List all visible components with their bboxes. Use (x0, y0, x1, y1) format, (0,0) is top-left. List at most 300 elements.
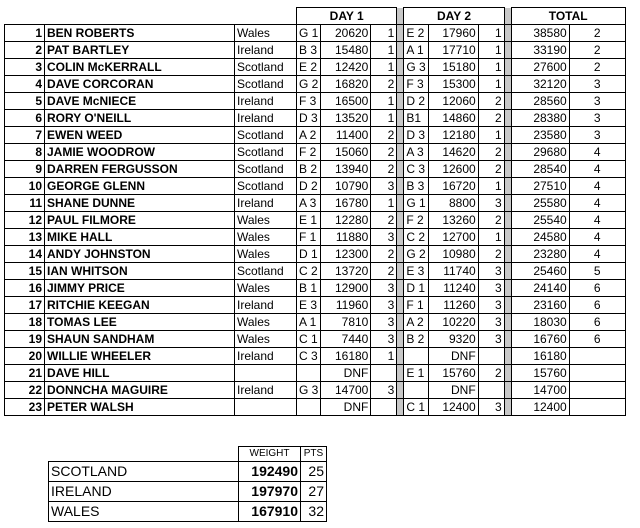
column-separator (504, 25, 511, 42)
day2-pos-cell: C 3 (404, 161, 428, 178)
name-cell: DAVE CORCORAN (45, 76, 235, 93)
rank-cell: 19 (5, 331, 45, 348)
table-row (5, 93, 626, 110)
day1-pts-cell: 1 (371, 348, 397, 365)
day1-pts-cell: 2 (371, 212, 397, 229)
day1-pts-cell: 3 (371, 178, 397, 195)
column-separator (504, 348, 511, 365)
total-weight-cell: 27600 (511, 59, 569, 76)
day2-weight-cell: 8800 (428, 195, 478, 212)
team-row (49, 462, 327, 482)
day2-pos-cell (404, 348, 428, 365)
table-row (5, 229, 626, 246)
country-cell: Scotland (235, 263, 297, 280)
column-separator (504, 246, 511, 263)
column-separator (504, 195, 511, 212)
day2-weight-cell: 15760 (428, 365, 478, 382)
rank-cell: 14 (5, 246, 45, 263)
rank-cell: 1 (5, 25, 45, 42)
day1-weight-cell: DNF (321, 365, 371, 382)
name-cell: SHAUN SANDHAM (45, 331, 235, 348)
total-pts-cell: 3 (569, 76, 625, 93)
pts-header: PTS (301, 447, 327, 462)
total-pts-cell: 6 (569, 331, 625, 348)
total-weight-cell: 23160 (511, 297, 569, 314)
day1-weight-cell: 11960 (321, 297, 371, 314)
rank-cell: 13 (5, 229, 45, 246)
day2-pts-cell: 2 (478, 246, 504, 263)
table-row (5, 331, 626, 348)
column-separator (397, 76, 404, 93)
day2-pts-cell: 3 (478, 263, 504, 280)
day2-pos-cell: F 1 (404, 297, 428, 314)
table-row (5, 42, 626, 59)
country-cell: Scotland (235, 59, 297, 76)
day1-weight-cell: 16780 (321, 195, 371, 212)
day1-pts-cell: 1 (371, 93, 397, 110)
table-row (5, 25, 626, 42)
day1-pos-cell: F 1 (297, 229, 321, 246)
total-pts-cell (569, 399, 625, 416)
day1-pts-cell: 3 (371, 229, 397, 246)
rank-cell: 4 (5, 76, 45, 93)
day2-pts-cell: 1 (478, 59, 504, 76)
day2-pts-cell: 2 (478, 144, 504, 161)
column-separator (504, 76, 511, 93)
country-cell: Wales (235, 280, 297, 297)
total-weight-cell: 23580 (511, 127, 569, 144)
column-separator (397, 331, 404, 348)
rank-cell: 6 (5, 110, 45, 127)
day1-pos-cell: G 2 (297, 76, 321, 93)
total-weight-cell: 14700 (511, 382, 569, 399)
day1-pos-cell: A 1 (297, 314, 321, 331)
day2-weight-cell: 14620 (428, 144, 478, 161)
day2-header: DAY 2 (404, 8, 504, 25)
column-separator (504, 382, 511, 399)
day2-pts-cell: 2 (478, 365, 504, 382)
table-row (5, 76, 626, 93)
column-separator (504, 161, 511, 178)
team-header-row (49, 447, 327, 462)
column-separator (397, 365, 404, 382)
country-cell: Ireland (235, 382, 297, 399)
table-row (5, 144, 626, 161)
day1-pts-cell: 2 (371, 246, 397, 263)
day2-weight-cell: 17710 (428, 42, 478, 59)
total-weight-cell: 33190 (511, 42, 569, 59)
day1-pos-cell: D 1 (297, 246, 321, 263)
team-weight-cell: 192490 (239, 462, 301, 482)
rank-cell: 5 (5, 93, 45, 110)
column-separator (397, 297, 404, 314)
column-separator (504, 144, 511, 161)
day2-pts-cell: 3 (478, 399, 504, 416)
day1-pts-cell (371, 399, 397, 416)
column-separator (397, 263, 404, 280)
day1-weight-cell: 10790 (321, 178, 371, 195)
column-separator (397, 42, 404, 59)
name-cell: RITCHIE KEEGAN (45, 297, 235, 314)
day2-weight-cell: 9320 (428, 331, 478, 348)
column-separator (504, 127, 511, 144)
total-pts-cell: 3 (569, 127, 625, 144)
day2-weight-cell: 10980 (428, 246, 478, 263)
country-cell: Ireland (235, 297, 297, 314)
day1-pts-cell: 3 (371, 280, 397, 297)
day2-weight-cell: DNF (428, 348, 478, 365)
day1-pts-cell: 1 (371, 110, 397, 127)
country-cell: Scotland (235, 76, 297, 93)
day1-pts-cell: 3 (371, 314, 397, 331)
name-cell: DAVE McNIECE (45, 93, 235, 110)
name-cell: ANDY JOHNSTON (45, 246, 235, 263)
total-pts-cell: 5 (569, 263, 625, 280)
day1-pos-cell: C 1 (297, 331, 321, 348)
day1-weight-cell: 12300 (321, 246, 371, 263)
column-separator (504, 399, 511, 416)
day1-pos-cell: F 3 (297, 93, 321, 110)
column-separator (397, 127, 404, 144)
total-weight-cell: 23280 (511, 246, 569, 263)
column-separator (504, 59, 511, 76)
table-row (5, 246, 626, 263)
day2-weight-cell: 11240 (428, 280, 478, 297)
column-separator (397, 161, 404, 178)
day1-weight-cell: 12900 (321, 280, 371, 297)
table-row (5, 348, 626, 365)
total-pts-cell: 2 (569, 42, 625, 59)
rank-cell: 2 (5, 42, 45, 59)
day1-weight-cell: 11880 (321, 229, 371, 246)
day2-pos-cell: F 3 (404, 76, 428, 93)
team-row (49, 502, 327, 522)
rank-cell: 17 (5, 297, 45, 314)
day1-weight-cell: 12420 (321, 59, 371, 76)
name-cell: COLIN McKERRALL (45, 59, 235, 76)
total-header: TOTAL (511, 8, 625, 25)
name-cell: PAUL FILMORE (45, 212, 235, 229)
day1-pts-cell: 3 (371, 297, 397, 314)
country-cell: Ireland (235, 42, 297, 59)
total-pts-cell (569, 348, 625, 365)
day2-pts-cell: 3 (478, 314, 504, 331)
table-row (5, 382, 626, 399)
total-weight-cell: 16180 (511, 348, 569, 365)
table-row (5, 365, 626, 382)
day1-pos-cell: E 2 (297, 59, 321, 76)
total-weight-cell: 25540 (511, 212, 569, 229)
rank-cell: 20 (5, 348, 45, 365)
total-weight-cell: 32120 (511, 76, 569, 93)
team-row (49, 482, 327, 502)
day2-weight-cell: 17960 (428, 25, 478, 42)
total-pts-cell: 2 (569, 25, 625, 42)
day1-pos-cell: D 3 (297, 110, 321, 127)
column-separator (397, 229, 404, 246)
total-pts-cell: 4 (569, 229, 625, 246)
weight-header: WEIGHT (239, 447, 301, 462)
day1-pos-cell: C 2 (297, 263, 321, 280)
day1-weight-cell: 20620 (321, 25, 371, 42)
day1-pts-cell: 2 (371, 127, 397, 144)
total-weight-cell: 25460 (511, 263, 569, 280)
day1-header: DAY 1 (297, 8, 397, 25)
total-weight-cell: 29680 (511, 144, 569, 161)
country-cell: Wales (235, 25, 297, 42)
day1-pts-cell: 1 (371, 42, 397, 59)
team-pts-cell: 32 (301, 502, 327, 522)
column-separator (397, 246, 404, 263)
team-name-cell: IRELAND (49, 482, 239, 502)
column-separator (397, 25, 404, 42)
day2-pts-cell: 1 (478, 76, 504, 93)
rank-cell: 12 (5, 212, 45, 229)
column-separator (397, 110, 404, 127)
total-pts-cell: 2 (569, 59, 625, 76)
day1-weight-cell: 12280 (321, 212, 371, 229)
day1-weight-cell: 16820 (321, 76, 371, 93)
day1-weight-cell: 11400 (321, 127, 371, 144)
rank-cell: 7 (5, 127, 45, 144)
day2-weight-cell: 12180 (428, 127, 478, 144)
total-pts-cell: 3 (569, 110, 625, 127)
day2-pos-cell: D 2 (404, 93, 428, 110)
rank-cell: 16 (5, 280, 45, 297)
country-cell: Wales (235, 246, 297, 263)
name-cell: IAN WHITSON (45, 263, 235, 280)
day1-weight-cell: 16180 (321, 348, 371, 365)
country-cell: Wales (235, 331, 297, 348)
day2-weight-cell: DNF (428, 382, 478, 399)
day1-weight-cell: 7440 (321, 331, 371, 348)
day1-pos-cell: G 3 (297, 382, 321, 399)
day2-weight-cell: 13260 (428, 212, 478, 229)
column-separator (504, 331, 511, 348)
day2-pts-cell: 1 (478, 42, 504, 59)
day1-weight-cell: 13520 (321, 110, 371, 127)
country-cell: Ireland (235, 195, 297, 212)
day2-weight-cell: 12060 (428, 93, 478, 110)
country-cell: Wales (235, 314, 297, 331)
day1-pts-cell: 1 (371, 59, 397, 76)
table-row (5, 280, 626, 297)
table-row (5, 399, 626, 416)
total-weight-cell: 38580 (511, 25, 569, 42)
day1-pos-cell: F 2 (297, 144, 321, 161)
day1-pos-cell (297, 399, 321, 416)
day2-pos-cell: E 1 (404, 365, 428, 382)
day2-pts-cell (478, 382, 504, 399)
total-weight-cell: 18030 (511, 314, 569, 331)
day1-pts-cell: 2 (371, 76, 397, 93)
column-separator (504, 280, 511, 297)
name-cell: JAMIE WOODROW (45, 144, 235, 161)
total-pts-cell: 6 (569, 280, 625, 297)
column-separator (504, 110, 511, 127)
name-cell: JIMMY PRICE (45, 280, 235, 297)
day1-weight-cell: DNF (321, 399, 371, 416)
column-separator (397, 178, 404, 195)
day2-pos-cell (404, 382, 428, 399)
day1-pos-cell: E 1 (297, 212, 321, 229)
total-weight-cell: 24580 (511, 229, 569, 246)
rank-cell: 15 (5, 263, 45, 280)
day2-pts-cell (478, 348, 504, 365)
name-cell: GEORGE GLENN (45, 178, 235, 195)
day2-pos-cell: B 3 (404, 178, 428, 195)
name-cell: SHANE DUNNE (45, 195, 235, 212)
total-pts-cell: 6 (569, 314, 625, 331)
day2-pos-cell: B1 (404, 110, 428, 127)
rank-cell: 11 (5, 195, 45, 212)
table-row (5, 178, 626, 195)
day1-pts-cell: 1 (371, 25, 397, 42)
day2-pts-cell: 1 (478, 229, 504, 246)
day1-pos-cell: E 3 (297, 297, 321, 314)
total-pts-cell (569, 365, 625, 382)
column-separator (397, 144, 404, 161)
day2-weight-cell: 14860 (428, 110, 478, 127)
table-row (5, 110, 626, 127)
table-row (5, 127, 626, 144)
day2-pos-cell: G 1 (404, 195, 428, 212)
day2-pts-cell: 3 (478, 195, 504, 212)
table-row (5, 161, 626, 178)
day2-pts-cell: 3 (478, 297, 504, 314)
table-row (5, 314, 626, 331)
table-row (5, 297, 626, 314)
country-cell: Scotland (235, 127, 297, 144)
column-separator (504, 42, 511, 59)
day1-pts-cell: 2 (371, 144, 397, 161)
country-cell (235, 399, 297, 416)
name-cell: BEN ROBERTS (45, 25, 235, 42)
day1-pos-cell: D 2 (297, 178, 321, 195)
column-separator (397, 212, 404, 229)
day2-pos-cell: F 2 (404, 212, 428, 229)
name-cell: PETER WALSH (45, 399, 235, 416)
country-cell: Ireland (235, 348, 297, 365)
day1-pts-cell (371, 365, 397, 382)
column-separator (504, 178, 511, 195)
column-separator (397, 280, 404, 297)
total-weight-cell: 28560 (511, 93, 569, 110)
day2-pos-cell: A 2 (404, 314, 428, 331)
team-pts-cell: 27 (301, 482, 327, 502)
day1-pts-cell: 2 (371, 263, 397, 280)
day2-pts-cell: 1 (478, 178, 504, 195)
day2-weight-cell: 15300 (428, 76, 478, 93)
column-separator (504, 263, 511, 280)
day2-pts-cell: 3 (478, 331, 504, 348)
name-cell: EWEN WEED (45, 127, 235, 144)
table-row (5, 59, 626, 76)
column-separator (397, 348, 404, 365)
name-cell: RORY O'NEILL (45, 110, 235, 127)
name-cell: DARREN FERGUSSON (45, 161, 235, 178)
day1-pos-cell: C 3 (297, 348, 321, 365)
column-separator (504, 365, 511, 382)
rank-cell: 21 (5, 365, 45, 382)
name-cell: WILLIE WHEELER (45, 348, 235, 365)
country-cell: Scotland (235, 178, 297, 195)
column-separator (397, 382, 404, 399)
day1-pos-cell: B 3 (297, 42, 321, 59)
day1-pos-cell: G 1 (297, 25, 321, 42)
column-separator (504, 212, 511, 229)
country-cell (235, 365, 297, 382)
day1-weight-cell: 16500 (321, 93, 371, 110)
rank-cell: 3 (5, 59, 45, 76)
day2-weight-cell: 11740 (428, 263, 478, 280)
table-row (5, 195, 626, 212)
total-weight-cell: 28380 (511, 110, 569, 127)
header-row (5, 8, 626, 25)
day2-pos-cell: E 2 (404, 25, 428, 42)
total-weight-cell: 24140 (511, 280, 569, 297)
day1-pos-cell: A 3 (297, 195, 321, 212)
total-pts-cell (569, 382, 625, 399)
day1-pos-cell: A 2 (297, 127, 321, 144)
total-pts-cell: 4 (569, 178, 625, 195)
column-separator (504, 93, 511, 110)
day1-weight-cell: 13940 (321, 161, 371, 178)
name-cell: PAT BARTLEY (45, 42, 235, 59)
day2-weight-cell: 12400 (428, 399, 478, 416)
column-separator (397, 195, 404, 212)
total-pts-cell: 4 (569, 195, 625, 212)
team-name-cell: SCOTLAND (49, 462, 239, 482)
day2-pos-cell: D 1 (404, 280, 428, 297)
day1-pos-cell: B 1 (297, 280, 321, 297)
country-cell: Scotland (235, 161, 297, 178)
day2-weight-cell: 12700 (428, 229, 478, 246)
table-row (5, 263, 626, 280)
day1-pts-cell: 1 (371, 195, 397, 212)
day2-pts-cell: 2 (478, 110, 504, 127)
country-cell: Wales (235, 212, 297, 229)
name-cell: DAVE HILL (45, 365, 235, 382)
column-separator (397, 314, 404, 331)
total-weight-cell: 25580 (511, 195, 569, 212)
day1-weight-cell: 7810 (321, 314, 371, 331)
total-pts-cell: 4 (569, 161, 625, 178)
day2-pos-cell: A 1 (404, 42, 428, 59)
day2-pts-cell: 2 (478, 93, 504, 110)
total-weight-cell: 12400 (511, 399, 569, 416)
total-weight-cell: 16760 (511, 331, 569, 348)
day1-pos-cell (297, 365, 321, 382)
team-pts-cell: 25 (301, 462, 327, 482)
day1-weight-cell: 15060 (321, 144, 371, 161)
total-pts-cell: 4 (569, 212, 625, 229)
results-table (4, 7, 626, 416)
column-separator (504, 229, 511, 246)
day2-pts-cell: 1 (478, 25, 504, 42)
day2-pts-cell: 2 (478, 161, 504, 178)
rank-cell: 9 (5, 161, 45, 178)
name-cell: DONNCHA MAGUIRE (45, 382, 235, 399)
day2-weight-cell: 10220 (428, 314, 478, 331)
country-cell: Ireland (235, 110, 297, 127)
total-weight-cell: 28540 (511, 161, 569, 178)
day2-weight-cell: 16720 (428, 178, 478, 195)
day2-weight-cell: 11260 (428, 297, 478, 314)
day1-pos-cell: B 2 (297, 161, 321, 178)
day2-pts-cell: 2 (478, 212, 504, 229)
day1-pts-cell: 2 (371, 161, 397, 178)
